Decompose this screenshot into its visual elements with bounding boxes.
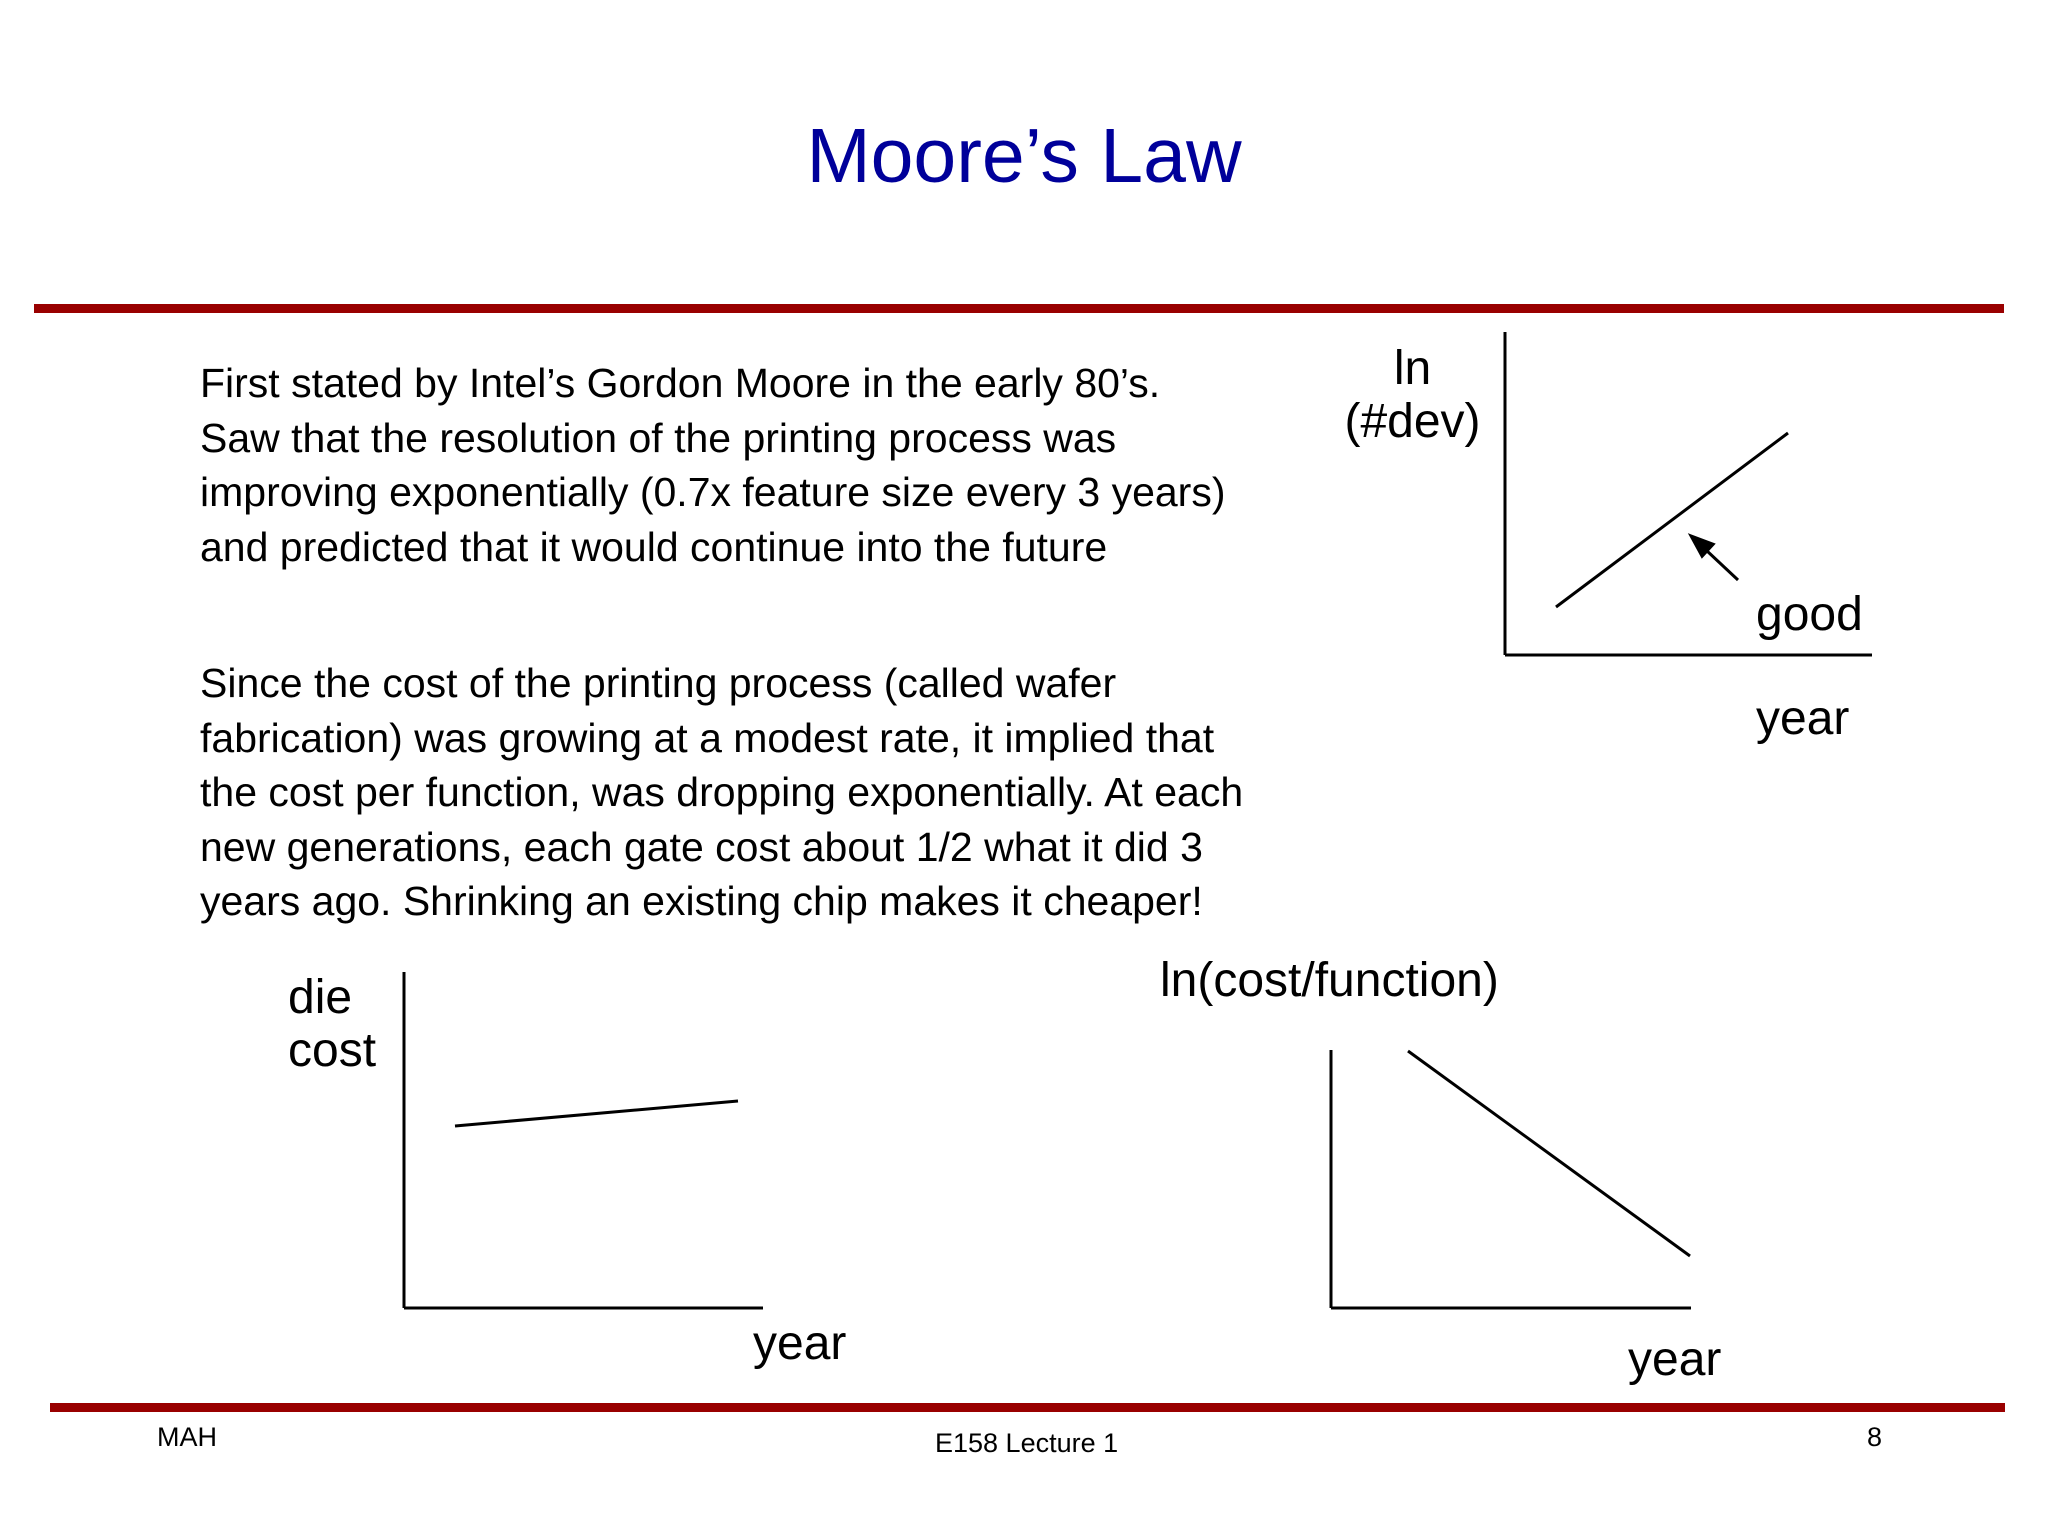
die-cost-y-axis-label-line: cost bbox=[288, 1023, 377, 1077]
cost-per-function-y-axis-label: ln(cost/function) bbox=[1160, 954, 1499, 1007]
devices-y-axis-label-line: ln bbox=[1393, 342, 1432, 395]
paragraph-line: First stated by Intel’s Gordon Moore in the early 80’s. bbox=[200, 360, 1161, 406]
footer-author: MAH bbox=[157, 1422, 217, 1452]
bottom-rule bbox=[50, 1403, 2005, 1412]
devices-annotation: good bbox=[1756, 588, 1863, 641]
paragraph-line: years ago. Shrinking an existing chip makes it cheaper! bbox=[200, 878, 1203, 924]
devices-trend-line bbox=[1556, 433, 1788, 607]
cost-per-function-x-axis-label: year bbox=[1628, 1333, 1722, 1386]
die-cost-trend-line bbox=[455, 1101, 738, 1126]
paragraph-line: improving exponentially (0.7x feature size every 3 years) bbox=[200, 469, 1226, 515]
die-cost-graph bbox=[404, 972, 763, 1308]
paragraph-line: the cost per function, was dropping exponentially. At each bbox=[200, 769, 1244, 815]
die-cost-y-axis-label-line: die bbox=[288, 971, 353, 1024]
footer-page-number: 8 bbox=[1867, 1422, 1883, 1452]
die-cost-y-axis-label bbox=[288, 972, 376, 1078]
cost-per-function-graph bbox=[1331, 1050, 1691, 1308]
paragraph-line: Saw that the resolution of the printing process was bbox=[200, 414, 1117, 461]
paragraph-line: and predicted that it would continue into the future bbox=[200, 523, 1108, 570]
slide-title: Moore’s Law bbox=[806, 113, 1242, 199]
paragraph-line: Since the cost of the printing process (called wafer bbox=[200, 660, 1117, 706]
cost-per-function-trend-line bbox=[1408, 1051, 1690, 1256]
footer-course: E158 Lecture 1 bbox=[935, 1428, 1119, 1458]
arrow-icon bbox=[1690, 535, 1738, 580]
devices-y-axis-label-line: (#dev) bbox=[1344, 394, 1481, 448]
devices-y-axis-label bbox=[1335, 343, 1490, 449]
paragraph-line: fabrication) was growing at a modest rate, it implied that bbox=[200, 714, 1215, 761]
paragraph-line: new generations, each gate cost about 1/2 what it did 3 bbox=[200, 823, 1203, 870]
devices-x-axis-label: year bbox=[1756, 692, 1850, 745]
die-cost-x-axis-label: year bbox=[753, 1317, 847, 1370]
